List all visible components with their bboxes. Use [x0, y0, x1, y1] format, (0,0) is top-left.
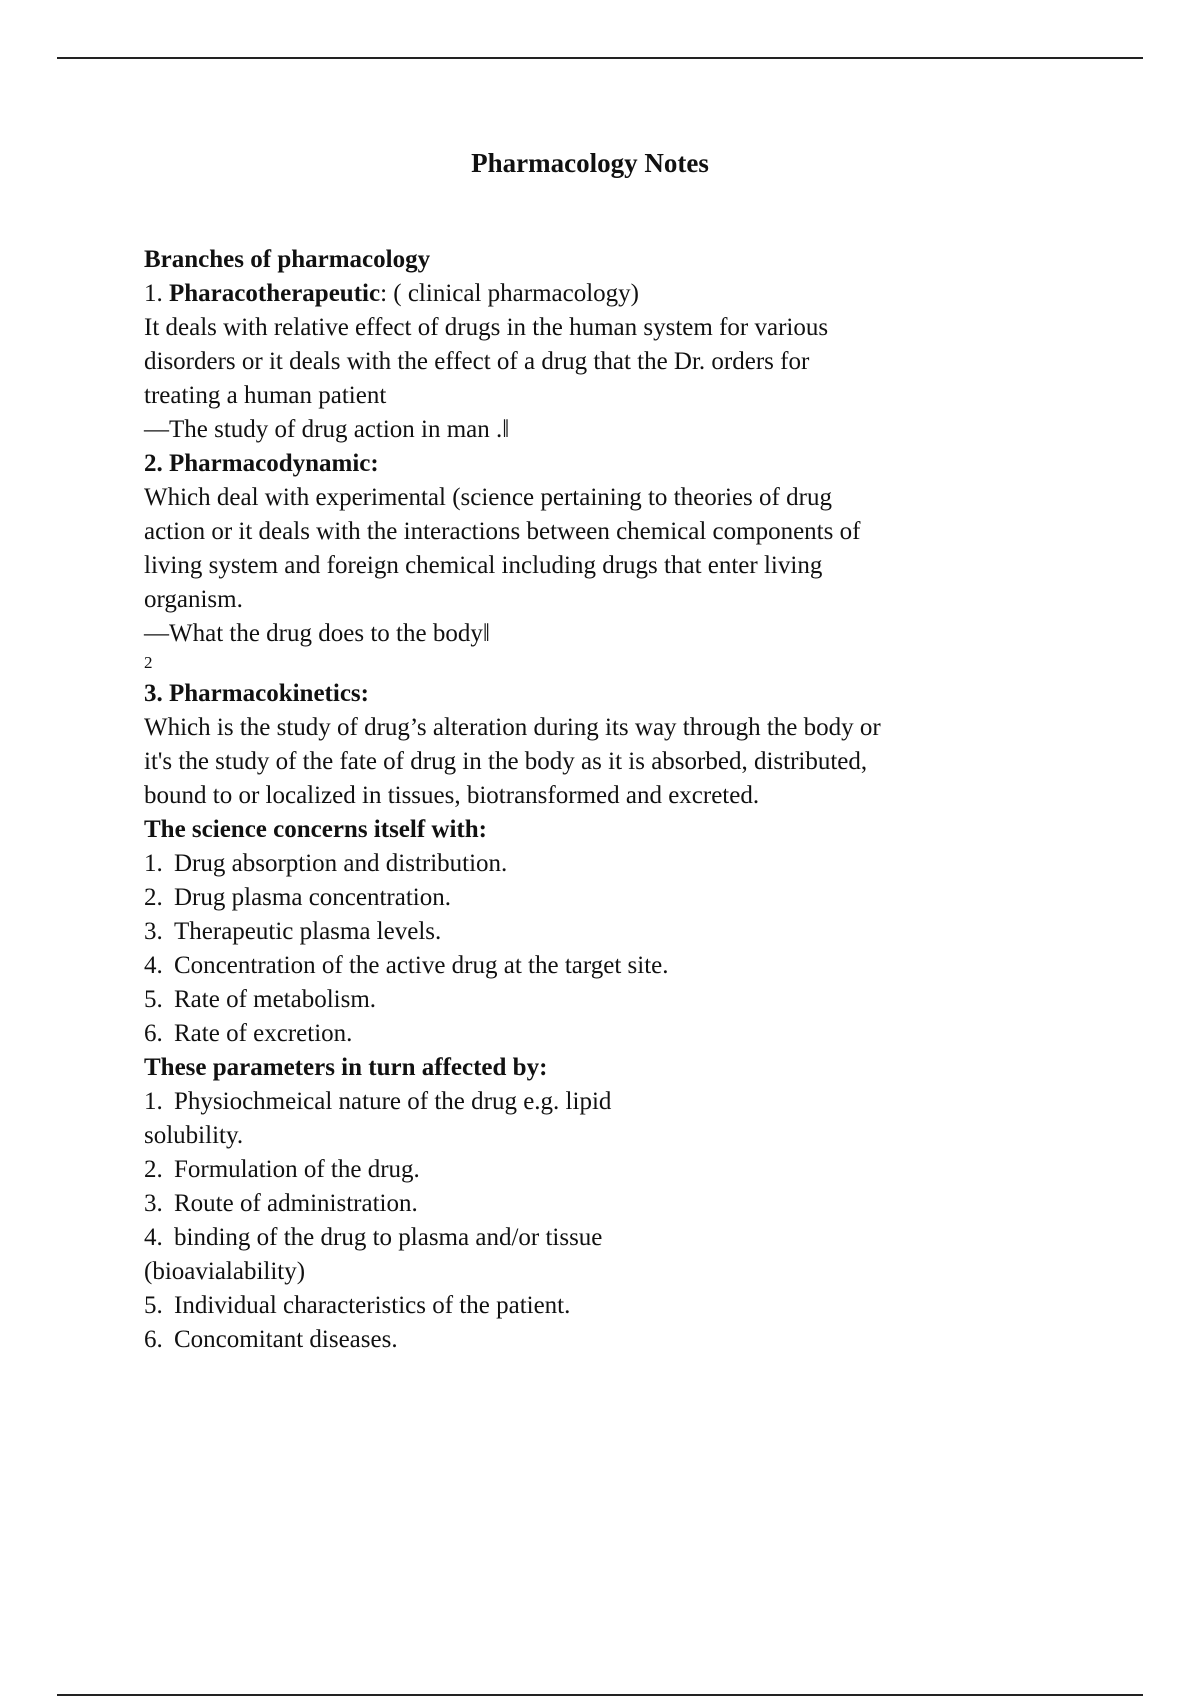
branch-3-description-line: it's the study of the fate of drug in the body as it is absorbed, distributed, — [144, 748, 868, 775]
list-item-number: 3. — [144, 1190, 163, 1217]
document-body — [144, 243, 1024, 1357]
concerns-list — [144, 847, 1024, 1051]
branch-1-qualifier: : ( clinical pharmacology) — [380, 280, 639, 307]
list-item — [144, 1187, 1024, 1221]
list-item-text: Concentration of the active drug at the target site. — [174, 952, 669, 979]
list-item-text: Formulation of the drug. — [174, 1156, 420, 1183]
list-item-number: 1. — [144, 1088, 163, 1115]
list-item — [144, 1289, 1024, 1323]
list-item — [144, 1017, 1024, 1051]
page-number: 2 — [144, 653, 153, 672]
list-item — [144, 847, 1024, 881]
list-item — [144, 881, 1024, 915]
branch-2-quote: —What the drug does to the body‖ — [144, 620, 490, 647]
list-item-number: 6. — [144, 1020, 163, 1047]
list-item — [144, 1323, 1024, 1357]
branch-1-description-line: disorders or it deals with the effect of a drug that the Dr. orders for — [144, 348, 810, 375]
bottom-divider — [57, 1694, 1143, 1696]
list-item-continuation: solubility. — [144, 1122, 244, 1149]
list-item-continuation: (bioavialability) — [144, 1258, 306, 1285]
branch-2-description-line: action or it deals with the interactions between chemical components of — [144, 518, 861, 545]
branch-1-name: Pharacotherapeutic — [169, 280, 381, 307]
list-item-number: 2. — [144, 1156, 163, 1183]
list-item-text: Drug absorption and distribution. — [174, 850, 508, 877]
branch-1-description-line: treating a human patient — [144, 382, 387, 409]
branch-2-heading: 2. Pharmacodynamic: — [144, 450, 379, 477]
list-item — [144, 915, 1024, 949]
list-item-text: Concomitant diseases. — [174, 1326, 398, 1353]
branch-1-quote: —The study of drug action in man .‖ — [144, 416, 510, 443]
concerns-heading: The science concerns itself with: — [144, 816, 487, 843]
list-item-number: 5. — [144, 1292, 163, 1319]
list-item — [144, 1153, 1024, 1187]
list-item-text: binding of the drug to plasma and/or tissue — [174, 1224, 603, 1251]
list-item-number: 1. — [144, 850, 163, 877]
page-title: Pharmacology Notes — [471, 148, 709, 178]
list-item — [144, 949, 1024, 983]
list-item-text: Physiochmeical nature of the drug e.g. lipid — [174, 1088, 612, 1115]
branch-3-description-line: Which is the study of drug’s alteration during its way through the body or — [144, 714, 881, 741]
list-item-text: Rate of excretion. — [174, 1020, 353, 1047]
list-item-number: 4. — [144, 952, 163, 979]
list-item-number: 3. — [144, 918, 163, 945]
top-divider — [57, 57, 1143, 59]
section-heading: Branches of pharmacology — [144, 246, 431, 273]
branch-3-description-line: bound to or localized in tissues, biotransformed and excreted. — [144, 782, 760, 809]
branch-2-description-line: living system and foreign chemical including drugs that enter living — [144, 552, 823, 579]
list-item-text: Individual characteristics of the patient. — [174, 1292, 571, 1319]
list-item-number: 2. — [144, 884, 163, 911]
branch-2-description-line: Which deal with experimental (science pertaining to theories of drug — [144, 484, 832, 511]
list-item — [144, 1221, 1024, 1255]
branch-1-description-line: It deals with relative effect of drugs in the human system for various — [144, 314, 829, 341]
parameters-heading: These parameters in turn affected by: — [144, 1054, 548, 1081]
list-item-text: Route of administration. — [174, 1190, 418, 1217]
branch-2-description-line: organism. — [144, 586, 243, 613]
list-item-text: Rate of metabolism. — [174, 986, 377, 1013]
list-item-text: Therapeutic plasma levels. — [174, 918, 442, 945]
list-item-number: 5. — [144, 986, 163, 1013]
list-item-text: Drug plasma concentration. — [174, 884, 451, 911]
list-item — [144, 1085, 1024, 1119]
list-item-number: 6. — [144, 1326, 163, 1353]
branch-1-heading — [144, 277, 1024, 311]
parameters-list — [144, 1085, 1024, 1357]
branch-1-number: 1. — [144, 280, 163, 307]
branch-3-heading: 3. Pharmacokinetics: — [144, 680, 369, 707]
list-item — [144, 983, 1024, 1017]
list-item-number: 4. — [144, 1224, 163, 1251]
